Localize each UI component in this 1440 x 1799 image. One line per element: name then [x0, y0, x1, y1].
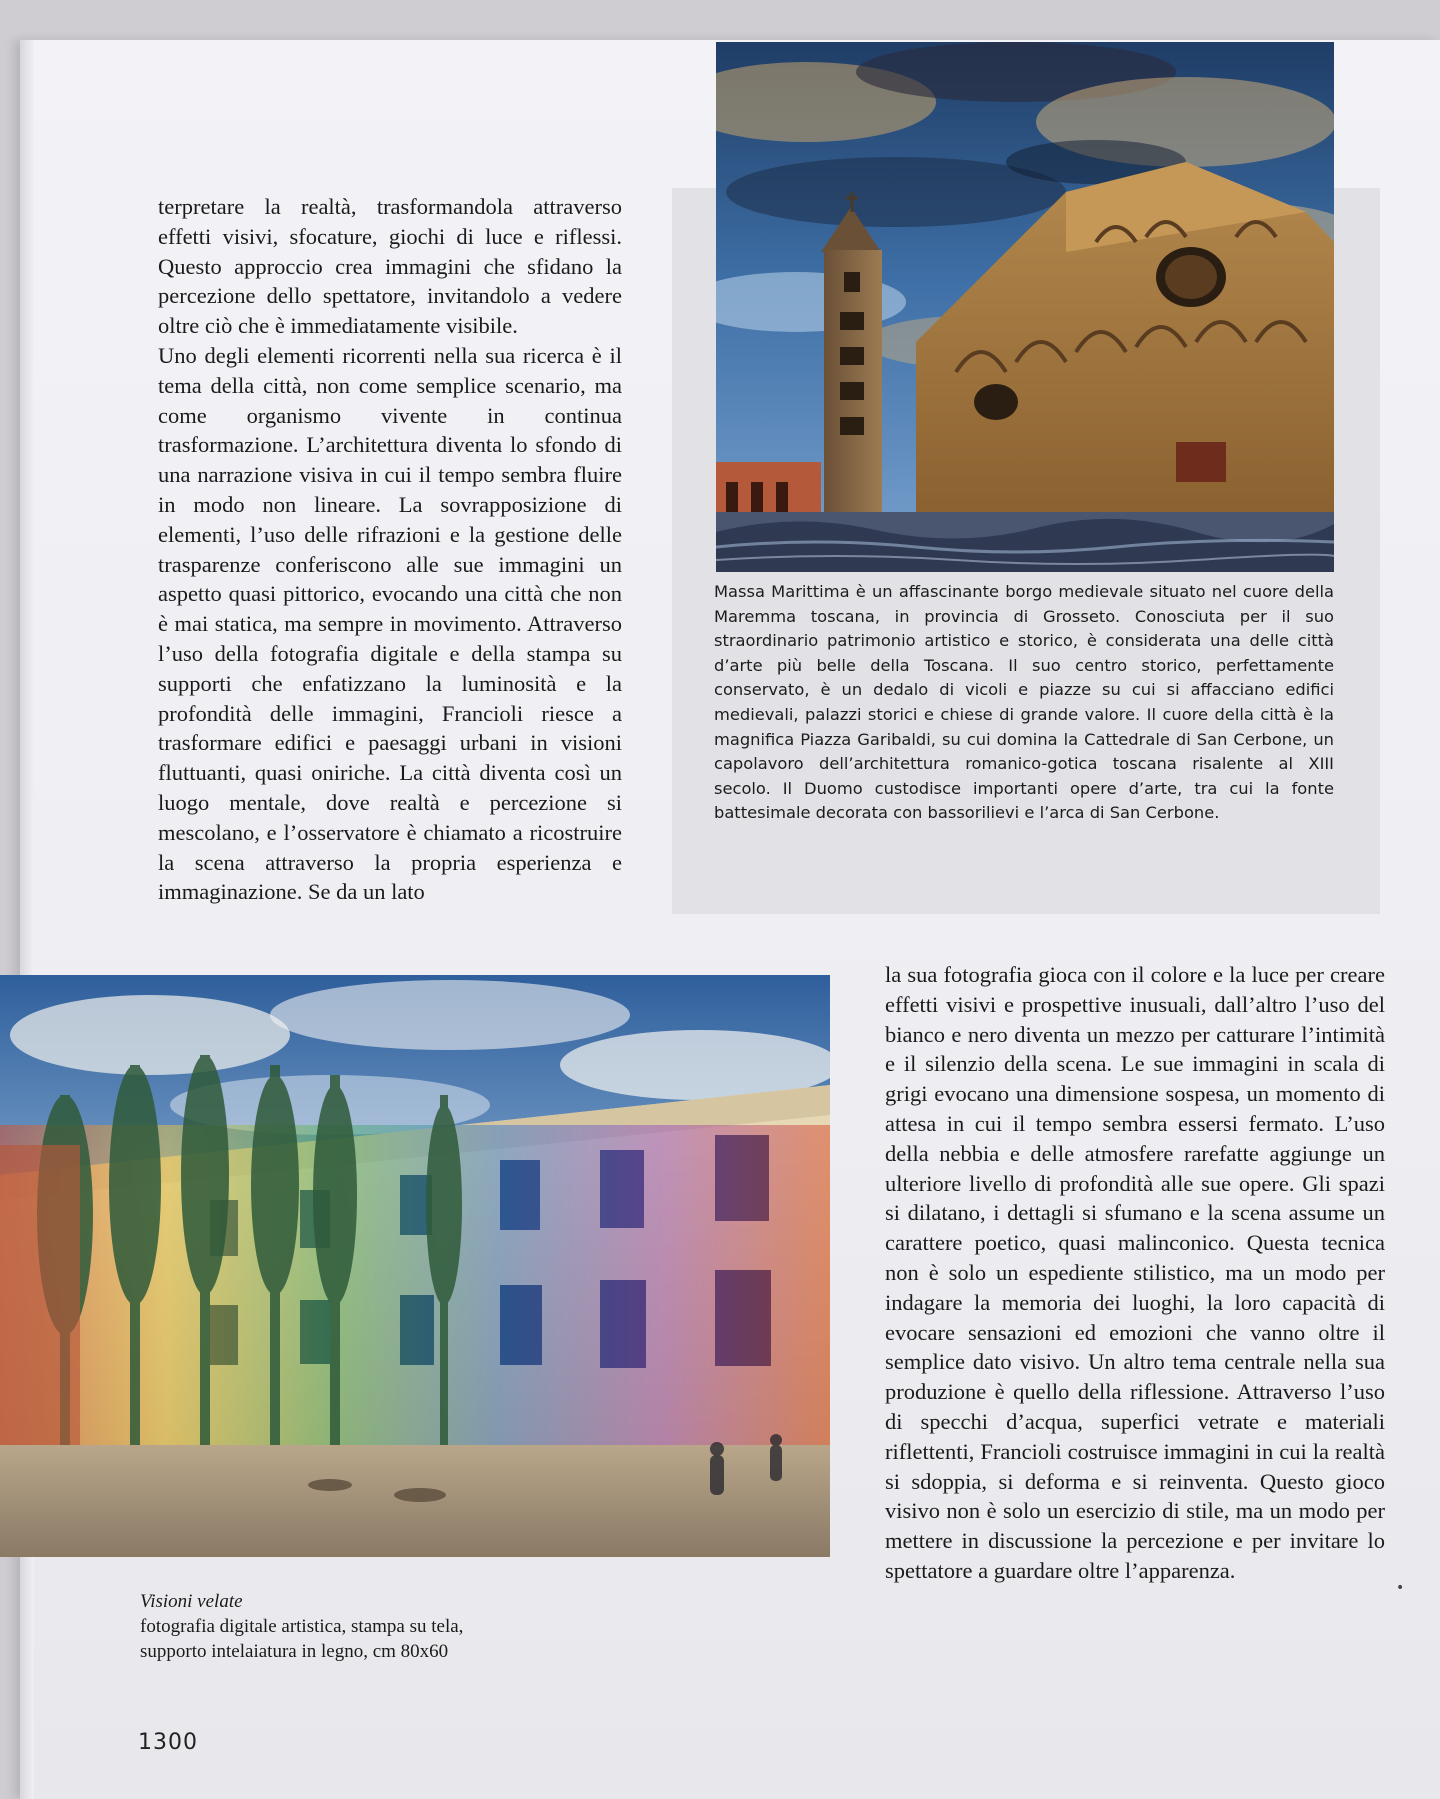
page-number: 1300: [138, 1730, 198, 1755]
article-paragraph: la sua fotografia gioca con il colore e la luce per creare effetti visivi e prospettive inusuali, dall’altro l’uso del bianco e nero diventa un mezzo per catturare l’intimità e il silenzio della scena. Le sue immagini in scala di grigi evocano una dimensione sospesa, un momento di attesa in cui il tempo sembra essersi fermato. L’uso della nebbia e delle atmosfere rarefatte aggiunge un ulteriore livello di profondità alle sue opere. Gli spazi si dilatano, i dettagli si sfumano e la scena assume un carattere poetico, quasi malinconico. Questa tecnica non è solo un espediente stilistico, ma un modo per indagare la memoria dei luoghi, la loro capacità di evocare sensazioni ed emozioni che vanno oltre il semplice dato visivo. Un altro tema centrale nella sua produzione è quello della riflessione. Attraverso l’uso di specchi d’acqua, superfici vetrate e materiali riflettenti, Francioli costruisce immagini in cui la realtà si sdoppia, si deforma e si reinventa. Questo gioco visivo non è solo un esercizio di stile, ma un modo per mettere in discussione la percezione e per invitare lo spettatore a guardare oltre l’apparenza.: [885, 962, 1385, 1583]
visioni-velate-illustration: [0, 975, 830, 1557]
artwork-description-line1: fotografia digitale artistica, stampa su tela,: [140, 1616, 464, 1637]
artwork-title: Visioni velate: [140, 1591, 243, 1612]
margin-bullet: •: [1396, 1580, 1405, 1596]
article-paragraph: Uno degli elementi ricorrenti nella sua ricerca è il tema della città, non come semplice scenario, ma come organismo vivente in continua trasformazione. L’architettura diventa lo sfondo di una narrazione visiva in cui il tempo sembra fluire in modo non lineare. La sovrapposizione di elementi, l’uso delle rifrazioni e la gestione delle trasparenze conferiscono alle sue immagini un aspetto quasi pittorico, evocando una città che non è mai statica, ma sempre in movimento. Attraverso l’uso della fotografia digitale e della stampa su supporti che enfatizzano la luminosità e la profondità delle immagini, Francioli riesce a trasformare edifici e paesaggi urbani in visioni fluttuanti, quasi oniriche. La città diventa così un luogo mentale, dove realtà e percezione si mescolano, e l’osservatore è chiamato a ricostruire la scena attraverso la propria esperienza e immaginazione. Se da un lato: [158, 342, 622, 905]
article-column-2: [885, 960, 1385, 1586]
visioni-velate-artwork: [0, 975, 830, 1557]
cathedral-photo: [716, 42, 1334, 572]
cathedral-caption: Massa Marittima è un affascinante borgo medievale situato nel cuore della Maremma toscana, in provincia di Grosseto. Conosciuta per il suo straordinario patrimonio artistico e storico, è considerata una delle città d’arte più belle della Toscana. Il suo centro storico, perfettamente conservato, è un dedalo di vicoli e piazze su cui si affacciano edifici medievali, palazzi storici e chiese di grande valore. Il cuore della città è la magnifica Piazza Garibaldi, su cui domina la Cattedrale di San Cerbone, un capolavoro dell’architettura romanico-gotica toscana risalente al XIII secolo. Il Duomo custodisce importanti opere d’arte, tra cui la fonte battesimale decorata con bassorilievi e l’arca di San Cerbone.: [714, 582, 1334, 823]
article-column-1: [158, 192, 622, 907]
article-paragraph: terpretare la realtà, trasformandola attraverso effetti visivi, sfocature, giochi di luce e riflessi. Questo approccio crea immagini che sfidano la percezione dello spettatore, invitandolo a vedere oltre ciò che è immediatamente visibile.: [158, 194, 622, 339]
artwork-description-line2: supporto intelaiatura in legno, cm 80x60: [140, 1641, 449, 1662]
cathedral-photo-illustration: [716, 42, 1334, 572]
artwork-caption: [140, 1589, 600, 1664]
